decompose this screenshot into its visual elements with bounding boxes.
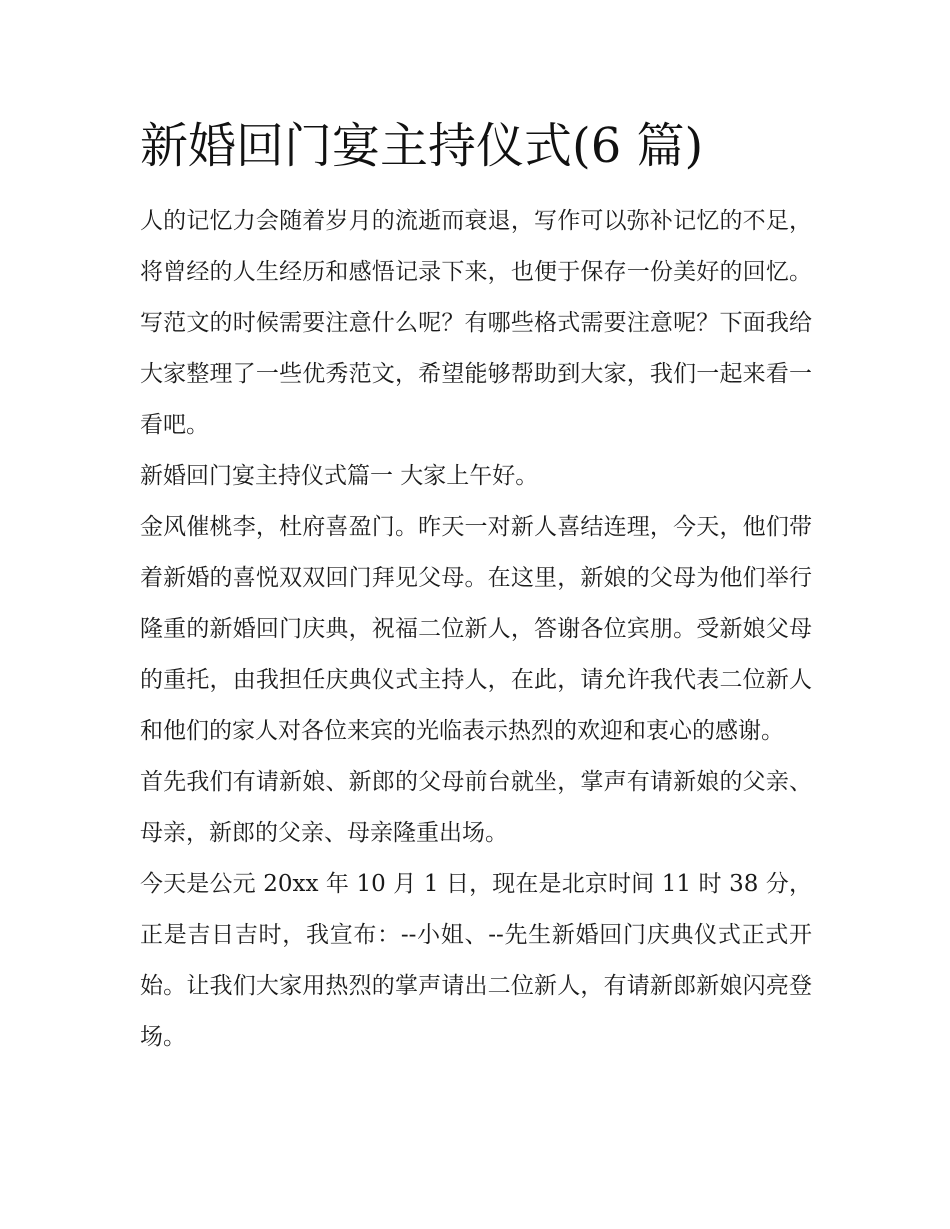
paragraph-intro: 人的记忆力会随着岁月的流逝而衰退，写作可以弥补记忆的不足，将曾经的人生经历和感悟记录下来，也便于保存一份美好的回忆。写范文的时候需要注意什么呢？有哪些格式需要注意呢？下面我给大家整理了一些优秀范文，希望能够帮助到大家，我们一起来看一看吧。 <box>140 208 812 438</box>
paragraph-section-heading: 新婚回门宴主持仪式篇一 大家上午好。 <box>140 463 539 489</box>
document-body <box>140 196 812 1063</box>
paragraph-parents: 首先我们有请新娘、新郎的父母前台就坐，掌声有请新娘的父亲、母亲，新郎的父亲、母亲隆重出场。 <box>140 769 812 846</box>
document-title: 新婚回门宴主持仪式(6 篇) <box>140 118 704 174</box>
paragraph-ceremony-start: 今天是公元 20xx 年 10 月 1 日，现在是北京时间 11 时 38 分，正是吉日吉时，我宣布：--小姐、--先生新婚回门庆典仪式正式开始。让我们大家用热烈的掌声请出二位新人，有请新郎新娘闪亮登场。 <box>140 871 812 1050</box>
paragraph-opening: 金风催桃李，杜府喜盈门。昨天一对新人喜结连理，今天，他们带着新婚的喜悦双双回门拜见父母。在这里，新娘的父母为他们举行隆重的新婚回门庆典，祝福二位新人，答谢各位宾朋。受新娘父母的重托，由我担任庆典仪式主持人，在此，请允许我代表二位新人和他们的家人对各位来宾的光临表示热烈的欢迎和衷心的感谢。 <box>140 514 812 744</box>
